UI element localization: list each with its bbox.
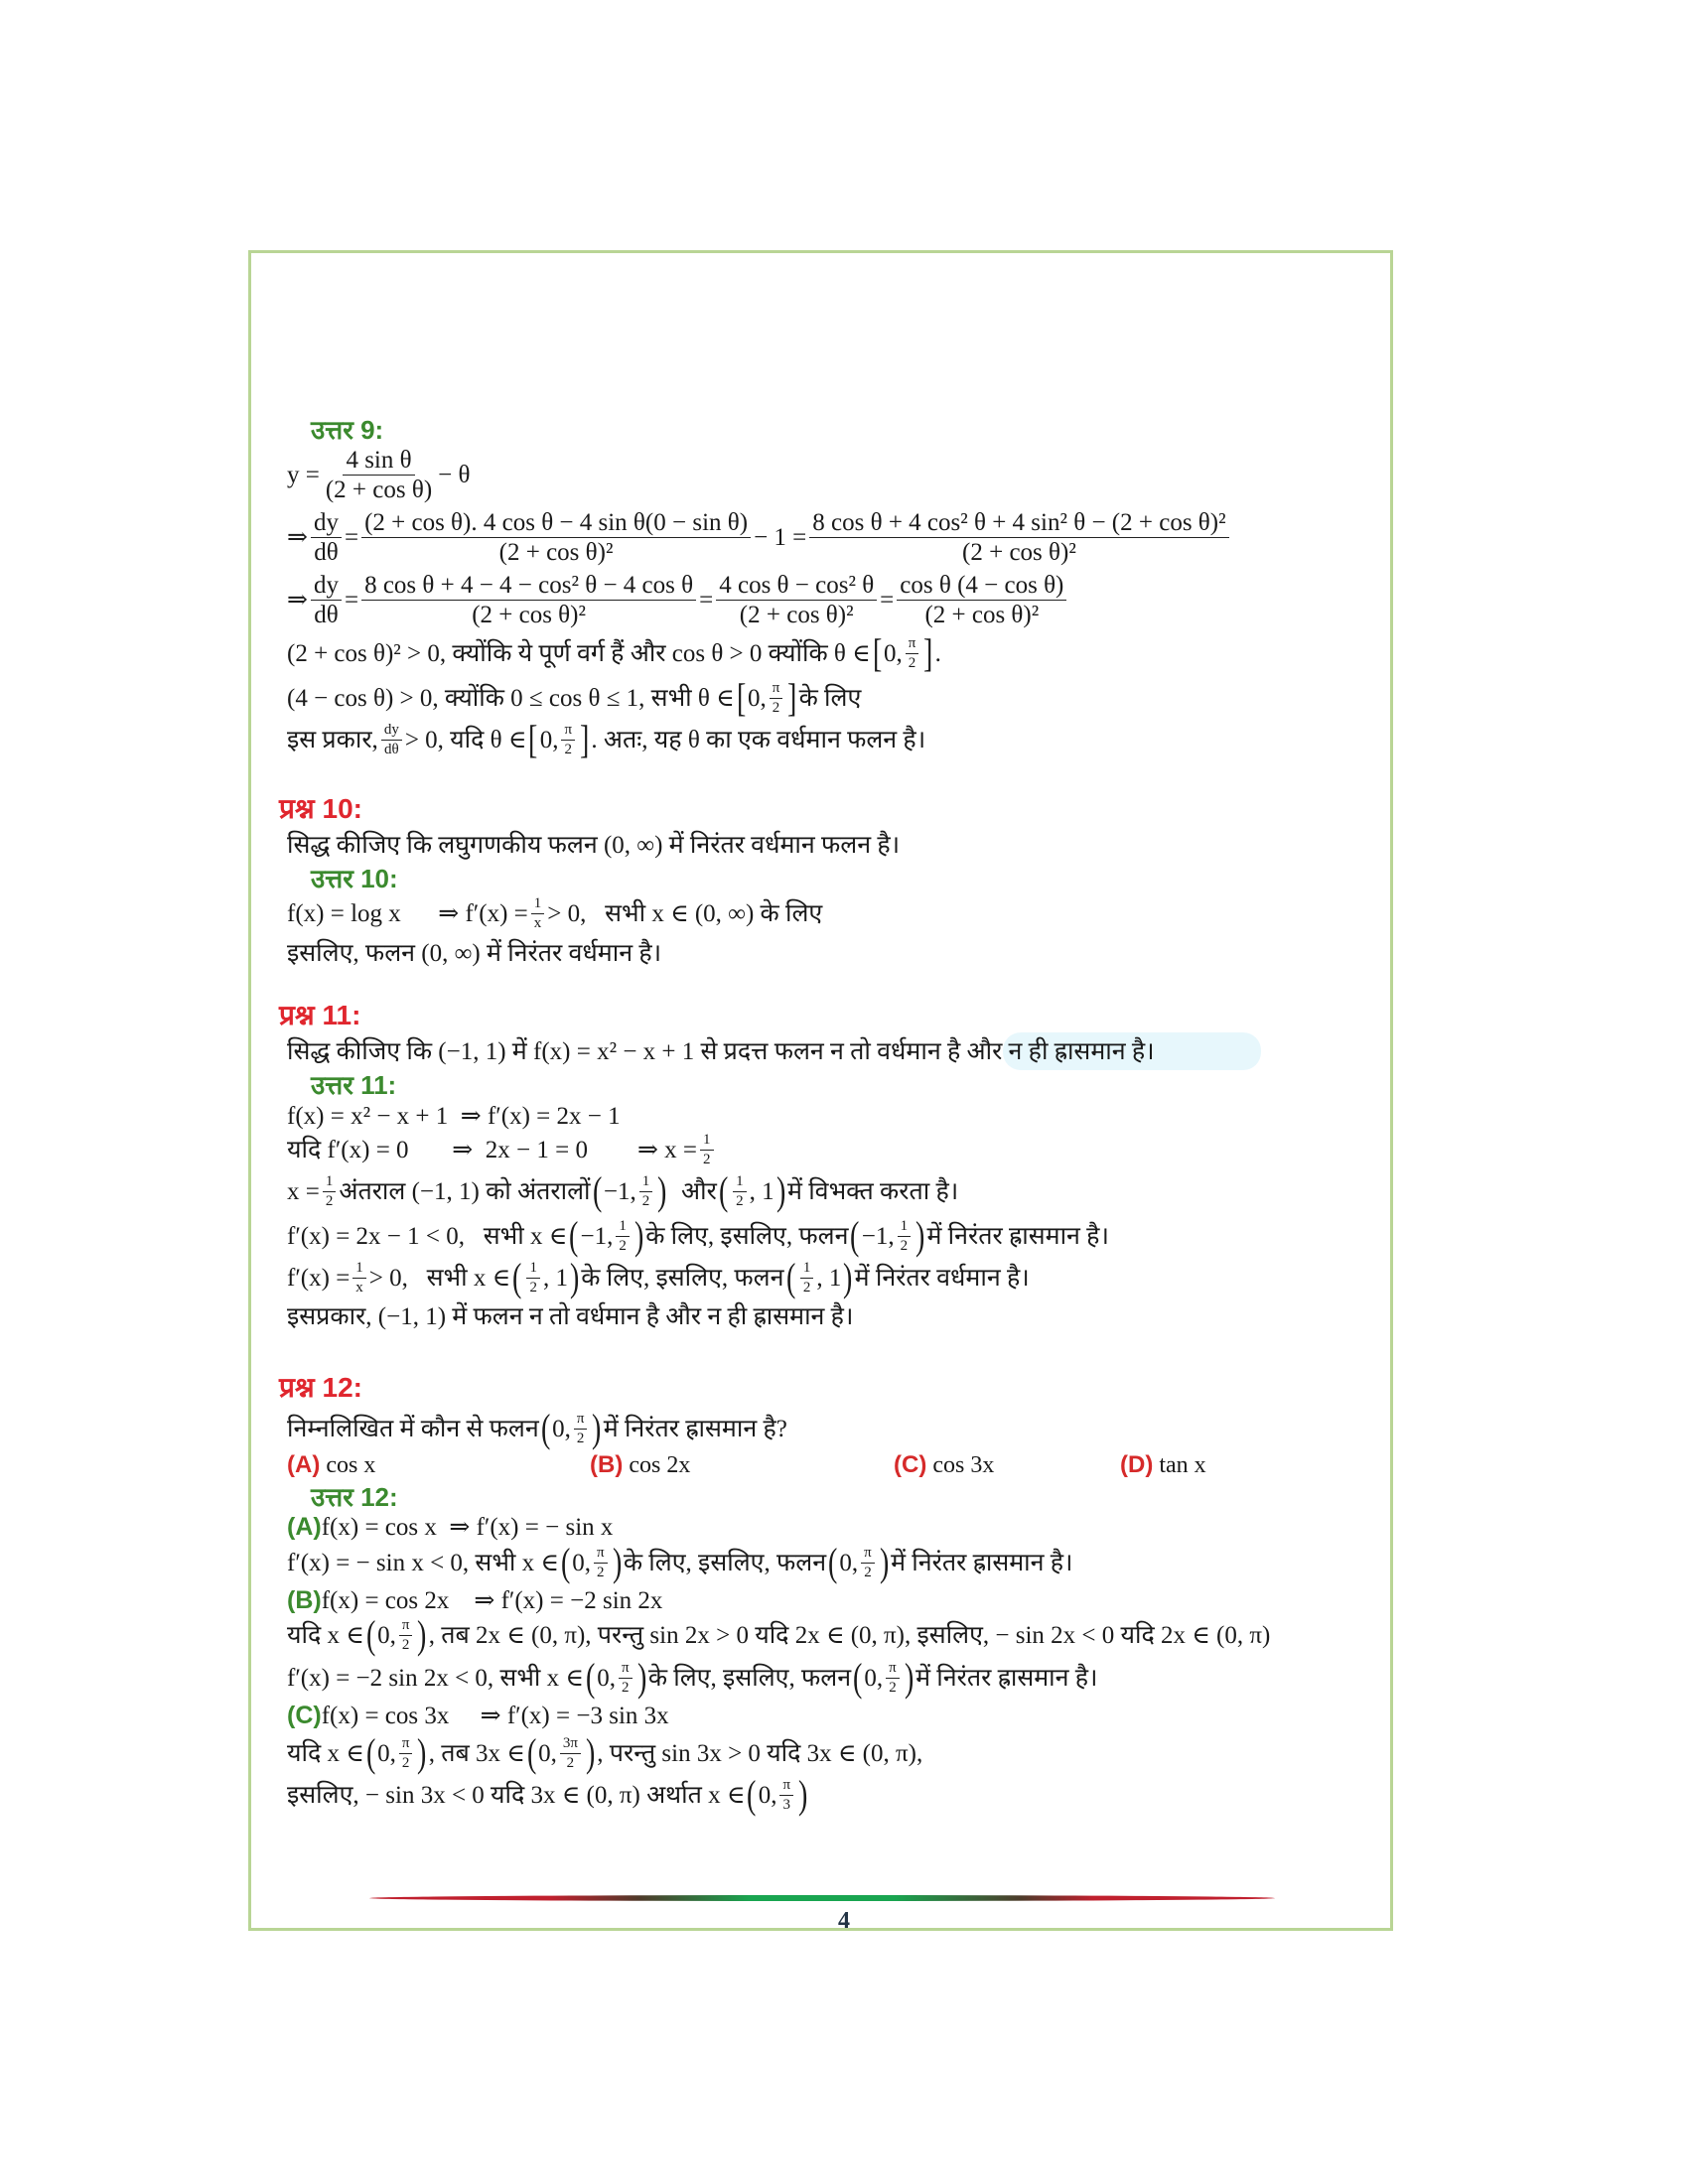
bracket-group	[539, 1406, 604, 1450]
fraction-denominator: 2	[566, 1754, 575, 1771]
answer-12-line	[287, 1655, 1098, 1700]
answer-11-line	[287, 1130, 717, 1169]
fraction-numerator: dy	[381, 723, 402, 741]
answer-9-line	[287, 440, 471, 509]
math-text: =	[699, 586, 714, 614]
answer-11-line	[287, 1297, 853, 1336]
answer-10-line	[287, 893, 822, 933]
fraction-denominator: 3	[782, 1796, 790, 1813]
fraction-denominator: 2	[619, 1237, 627, 1254]
fraction	[531, 896, 545, 931]
fraction-denominator: x	[533, 914, 542, 931]
bracket-group	[584, 1655, 648, 1700]
fraction-numerator: 1	[733, 1174, 747, 1192]
fraction-numerator: 3π	[560, 1736, 581, 1754]
bracket-open: [	[872, 630, 882, 675]
fraction-denominator: 2	[889, 1679, 897, 1696]
bracket-open: (	[569, 1213, 579, 1258]
fraction	[779, 1778, 793, 1813]
question-10-text: सिद्ध कीजिए कि लघुगणकीय फलन (0, ∞) में निरंतर वर्धमान फलन है।	[287, 831, 901, 859]
fraction-denominator: (2 + cos θ)²	[498, 538, 614, 566]
fraction-numerator: 1	[323, 1174, 337, 1192]
fraction-denominator: 2	[908, 654, 916, 671]
fraction	[361, 510, 751, 565]
question-10-heading: प्रश्न 10:	[279, 793, 362, 824]
fraction-numerator: π	[399, 1736, 413, 1754]
fraction	[361, 573, 696, 627]
bracket-close: )	[417, 1612, 427, 1657]
option-b	[590, 1451, 690, 1479]
fraction-denominator: (2 + cos θ)²	[924, 601, 1040, 628]
bracket-open: (	[526, 1730, 537, 1775]
math-text: > 0, यदि θ ∈	[404, 726, 527, 753]
answer-12-line	[287, 1580, 662, 1620]
fraction-numerator: 8 cos θ + 4 cos² θ + 4 sin² θ − (2 + cos θ)²	[809, 510, 1228, 538]
question-12-heading: प्रश्न 12:	[279, 1372, 362, 1403]
answer-12-line	[287, 1612, 1271, 1657]
math-text: (4 − cos θ) > 0, क्योंकि 0 ≤ cos θ ≤ 1, सभी θ ∈	[287, 684, 735, 712]
footer-divider	[369, 1895, 1275, 1901]
fraction-numerator: π	[561, 723, 575, 741]
fraction	[399, 1736, 413, 1771]
bracket-open: (	[785, 1255, 795, 1299]
part-label: (A)	[287, 1512, 322, 1541]
math-text: में निरंतर वर्धमान है।	[854, 1264, 1030, 1292]
fraction-numerator: 1	[800, 1261, 814, 1279]
option-label: (D)	[1120, 1451, 1154, 1478]
fraction-numerator: π	[594, 1546, 608, 1564]
math-text: , परन्तु sin 3x > 0 यदि 3x ∈ (0, π),	[597, 1739, 923, 1767]
fraction	[898, 1219, 912, 1254]
math-text: − 1 =	[754, 523, 807, 551]
math-text: > 0, सभी x ∈	[368, 1264, 511, 1292]
math-text: के लिए, इसलिए, फलन	[623, 1549, 827, 1576]
math-text: 0,	[377, 1621, 396, 1649]
option-label: (B)	[590, 1451, 624, 1478]
bracket-close: ]	[787, 675, 797, 720]
math-text: 0,	[552, 1415, 571, 1442]
math-text: f(x) = log x ⇒ f′(x) =	[287, 899, 528, 927]
fraction	[809, 510, 1228, 565]
bracket-close: )	[879, 1540, 890, 1584]
bracket-open: (	[365, 1730, 376, 1775]
fraction	[619, 1661, 633, 1696]
math-text: , तब 2x ∈ (0, π), परन्तु sin 2x > 0 यदि 2x ∈ (0, π), इसलिए, − sin 2x < 0 यदि 2x ∈ (0, π)	[428, 1621, 1271, 1649]
math-text: f(x) = cos 2x ⇒ f′(x) = −2 sin 2x	[321, 1586, 663, 1614]
bracket-close: )	[592, 1406, 602, 1450]
math-text: में निरंतर ह्रासमान है।	[915, 1664, 1098, 1692]
fraction-numerator: π	[574, 1412, 588, 1430]
math-text: निम्नलिखित में कौन से फलन	[287, 1415, 539, 1442]
fraction-numerator: 4 cos θ − cos² θ	[716, 573, 877, 601]
fraction-numerator: dy	[311, 573, 342, 601]
fraction	[897, 573, 1066, 627]
math-text: x =	[287, 1177, 320, 1205]
math-text: , 1	[542, 1264, 568, 1292]
bracket-close: ]	[580, 717, 590, 761]
math-text: 0,	[377, 1739, 396, 1767]
math-text: =	[344, 523, 359, 551]
math-text: f′(x) = −2 sin 2x < 0, सभी x ∈	[287, 1664, 584, 1692]
option-text: tan x	[1159, 1452, 1206, 1478]
math-text: इसप्रकार, (−1, 1) में फलन न तो वर्धमान है और न ही ह्रासमान है।	[287, 1302, 854, 1330]
fraction-numerator: π	[399, 1618, 413, 1636]
fraction-numerator: 1	[616, 1219, 630, 1237]
math-text: 0,	[539, 726, 559, 753]
fraction-numerator: 1	[352, 1261, 366, 1279]
bracket-open: (	[512, 1255, 522, 1299]
math-text: 0,	[864, 1664, 884, 1692]
option-c	[894, 1451, 994, 1479]
answer-12-line	[287, 1772, 809, 1817]
answer-9-line	[287, 630, 941, 675]
fraction-denominator: 2	[401, 1636, 410, 1653]
fraction-numerator: 1	[639, 1174, 653, 1192]
answer-9-line	[287, 565, 1069, 634]
bracket-group	[871, 630, 935, 675]
bracket-group	[364, 1730, 429, 1775]
fraction	[560, 1736, 581, 1771]
bracket-group	[851, 1655, 915, 1700]
fraction-denominator: (2 + cos θ)²	[472, 601, 586, 628]
bracket-open: [	[528, 717, 538, 761]
bracket-open: (	[540, 1406, 551, 1450]
math-text: में विभक्त करता है।	[787, 1177, 959, 1205]
bracket-close: )	[633, 1213, 644, 1258]
math-text: −1,	[580, 1222, 614, 1250]
bracket-open: (	[853, 1655, 863, 1700]
bracket-group	[848, 1213, 926, 1258]
math-text: f′(x) = − sin x < 0, सभी x ∈	[287, 1549, 559, 1576]
fraction-denominator: dθ	[383, 741, 399, 757]
fraction-numerator: (2 + cos θ). 4 cos θ − 4 sin θ(0 − sin θ)	[361, 510, 751, 538]
math-text: 0,	[883, 639, 903, 667]
fraction-denominator: 2	[736, 1192, 744, 1209]
math-text: इसलिए, − sin 3x < 0 यदि 3x ∈ (0, π) अर्थात x ∈	[287, 1781, 746, 1809]
bracket-group	[526, 717, 591, 761]
answer-9-line	[287, 675, 862, 720]
fraction	[616, 1219, 630, 1254]
math-text: f(x) = cos 3x ⇒ f′(x) = −3 sin 3x	[321, 1702, 669, 1729]
answer-11-heading: उत्तर 11:	[311, 1070, 397, 1100]
fraction-numerator: 8 cos θ + 4 − 4 − cos² θ − 4 cos θ	[361, 573, 696, 601]
fraction	[906, 636, 919, 671]
math-text: .	[934, 639, 941, 667]
option-a	[287, 1451, 375, 1479]
math-text: 0,	[572, 1549, 591, 1576]
fraction-numerator: π	[906, 636, 919, 654]
bracket-open: [	[736, 675, 746, 720]
option-d	[1120, 1451, 1206, 1479]
fraction-denominator: 2	[802, 1279, 811, 1296]
fraction	[886, 1661, 900, 1696]
fraction	[800, 1261, 814, 1296]
fraction-denominator: (2 + cos θ)	[325, 476, 433, 503]
bracket-group	[826, 1540, 891, 1584]
math-text: 0,	[747, 684, 767, 712]
bracket-close: )	[569, 1255, 580, 1299]
option-text: cos x	[326, 1452, 376, 1478]
bracket-open: (	[747, 1772, 757, 1817]
bracket-close: )	[657, 1168, 667, 1213]
math-text: (2 + cos θ)² > 0, क्योंकि ये पूर्ण वर्ग हैं और cos θ > 0 क्योंकि θ ∈	[287, 639, 871, 667]
bracket-close: )	[585, 1730, 596, 1775]
answer-9-line	[287, 717, 926, 761]
bracket-open: (	[585, 1655, 596, 1700]
math-text: > 0, सभी x ∈ (0, ∞) के लिए	[547, 899, 823, 927]
math-text: =	[344, 586, 359, 614]
bracket-open: (	[850, 1213, 860, 1258]
math-text: ⇒	[287, 586, 308, 614]
math-text: , 1	[816, 1264, 842, 1292]
page-number: 4	[838, 1908, 850, 1934]
fraction-denominator: 2	[596, 1564, 605, 1580]
math-text: 0,	[538, 1739, 557, 1767]
fraction	[323, 448, 435, 502]
option-label: (A)	[287, 1451, 321, 1478]
fraction-denominator: 2	[576, 1430, 585, 1446]
fraction	[574, 1412, 588, 1446]
option-text: cos 3x	[932, 1452, 995, 1478]
answer-9-heading: उत्तर 9:	[311, 415, 384, 445]
fraction	[861, 1546, 875, 1580]
bracket-group	[745, 1772, 809, 1817]
fraction-denominator: 2	[621, 1679, 630, 1696]
fraction-numerator: cos θ (4 − cos θ)	[897, 573, 1066, 601]
fraction-numerator: 1	[898, 1219, 912, 1237]
fraction	[323, 1174, 337, 1209]
math-text: − θ	[438, 461, 471, 488]
math-text: में निरंतर ह्रासमान है।	[891, 1549, 1073, 1576]
bracket-close: )	[612, 1540, 622, 1584]
answer-10-heading: उत्तर 10:	[311, 864, 398, 893]
fraction	[716, 573, 877, 627]
bracket-group	[559, 1540, 624, 1584]
answer-12-heading: उत्तर 12:	[311, 1482, 398, 1512]
math-text: . अतः, यह θ का एक वर्धमान फलन है।	[591, 726, 926, 753]
fraction-numerator: π	[770, 681, 783, 699]
math-text: −1,	[603, 1177, 636, 1205]
math-text: f′(x) =	[287, 1264, 351, 1292]
fraction-denominator: x	[355, 1279, 363, 1296]
math-text: अंतराल (−1, 1) को अंतरालों	[339, 1177, 591, 1205]
answer-10-line	[287, 933, 661, 973]
answer-12-line	[287, 1696, 669, 1735]
option-label: (C)	[894, 1451, 927, 1478]
fraction-numerator: 1	[526, 1261, 540, 1279]
question-11-heading: प्रश्न 11:	[279, 1000, 361, 1030]
fraction-denominator: dθ	[314, 538, 339, 566]
question-11-text: सिद्ध कीजिए कि (−1, 1) में f(x) = x² − x + 1 से प्रदत्त फलन न तो वर्धमान है और न ही ह्रासमान है।	[287, 1037, 1155, 1065]
answer-9-line	[287, 502, 1232, 572]
math-text: यदि x ∈	[287, 1621, 364, 1649]
fraction	[594, 1546, 608, 1580]
math-text: इस प्रकार,	[287, 726, 378, 753]
fraction-numerator: 1	[700, 1133, 714, 1151]
bracket-open: (	[828, 1540, 838, 1584]
fraction-denominator: 2	[325, 1192, 334, 1209]
bracket-group	[567, 1213, 645, 1258]
part-label: (B)	[287, 1585, 322, 1614]
math-text: में निरंतर ह्रासमान है?	[603, 1415, 787, 1442]
fraction	[561, 723, 575, 757]
math-text: के लिए	[798, 684, 862, 712]
question-12-text	[287, 1406, 787, 1450]
fraction	[381, 723, 402, 757]
bracket-close: ]	[923, 630, 933, 675]
math-text: , 1	[749, 1177, 774, 1205]
math-text: के लिए, इसलिए, फलन	[645, 1222, 849, 1250]
bracket-open: (	[718, 1168, 729, 1213]
fraction-numerator: dy	[311, 510, 342, 538]
math-text: =	[880, 586, 895, 614]
fraction	[526, 1261, 540, 1296]
bracket-group	[364, 1612, 429, 1657]
fraction-denominator: 2	[564, 741, 573, 757]
math-text: ⇒	[287, 523, 308, 551]
fraction	[311, 510, 342, 565]
fraction	[399, 1618, 413, 1653]
fraction-numerator: π	[861, 1546, 875, 1564]
fraction-numerator: 1	[531, 896, 545, 914]
option-text: cos 2x	[629, 1452, 691, 1478]
bracket-close: )	[843, 1255, 853, 1299]
fraction-denominator: 2	[641, 1192, 650, 1209]
fraction-denominator: 2	[529, 1279, 537, 1296]
fraction-denominator: 2	[772, 699, 780, 716]
answer-11-line	[287, 1168, 959, 1213]
math-text: में निरंतर ह्रासमान है।	[926, 1222, 1109, 1250]
fraction	[352, 1261, 366, 1296]
fraction-denominator: 2	[401, 1754, 410, 1771]
fraction-numerator: π	[886, 1661, 900, 1679]
math-text: 0,	[758, 1781, 777, 1809]
fraction	[733, 1174, 747, 1209]
math-text: के लिए, इसलिए, फलन	[581, 1264, 784, 1292]
fraction	[700, 1133, 714, 1167]
bracket-close: )	[904, 1655, 914, 1700]
math-text: , तब 3x ∈	[428, 1739, 525, 1767]
bracket-group	[784, 1255, 855, 1299]
bracket-group	[525, 1730, 597, 1775]
fraction	[770, 681, 783, 716]
math-text: 0,	[839, 1549, 859, 1576]
bracket-open: (	[365, 1612, 376, 1657]
math-text: इसलिए, फलन (0, ∞) में निरंतर वर्धमान है।	[287, 939, 662, 967]
fraction	[311, 573, 342, 627]
bracket-close: )	[798, 1772, 808, 1817]
math-text: 0,	[597, 1664, 616, 1692]
fraction-denominator: 2	[864, 1564, 872, 1580]
math-text: f′(x) = 2x − 1 < 0, सभी x ∈	[287, 1222, 568, 1250]
part-label: (C)	[287, 1701, 322, 1729]
bracket-open: (	[592, 1168, 602, 1213]
bracket-close: )	[417, 1730, 427, 1775]
fraction	[639, 1174, 653, 1209]
math-text: y =	[287, 461, 320, 488]
fraction-denominator: (2 + cos θ)²	[962, 538, 1076, 566]
bracket-group	[510, 1255, 581, 1299]
bracket-close: )	[636, 1655, 646, 1700]
answer-12-line	[287, 1540, 1073, 1584]
fraction-numerator: π	[779, 1778, 793, 1796]
math-text: f(x) = cos x ⇒ f′(x) = − sin x	[321, 1513, 614, 1541]
bracket-group	[591, 1168, 669, 1213]
bracket-open: (	[560, 1540, 571, 1584]
fraction-numerator: π	[619, 1661, 633, 1679]
math-text: f(x) = x² − x + 1 ⇒ f′(x) = 2x − 1	[287, 1102, 621, 1130]
fraction-denominator: 2	[703, 1151, 711, 1167]
bracket-group	[735, 675, 799, 720]
bracket-close: )	[915, 1213, 925, 1258]
fraction-denominator: (2 + cos θ)²	[739, 601, 854, 628]
math-text: और	[668, 1177, 717, 1205]
math-text: के लिए, इसलिए, फलन	[647, 1664, 852, 1692]
fraction-numerator: 4 sin θ	[343, 448, 414, 476]
answer-11-line	[287, 1213, 1109, 1258]
bracket-close: )	[775, 1168, 786, 1213]
fraction-denominator: dθ	[314, 601, 339, 628]
math-text: यदि x ∈	[287, 1739, 364, 1767]
fraction-denominator: 2	[900, 1237, 909, 1254]
math-text: −1,	[861, 1222, 895, 1250]
bracket-group	[717, 1168, 787, 1213]
answer-12-line	[287, 1730, 923, 1775]
math-text: यदि f′(x) = 0 ⇒ 2x − 1 = 0 ⇒ x =	[287, 1136, 697, 1163]
answer-11-line	[287, 1255, 1030, 1299]
